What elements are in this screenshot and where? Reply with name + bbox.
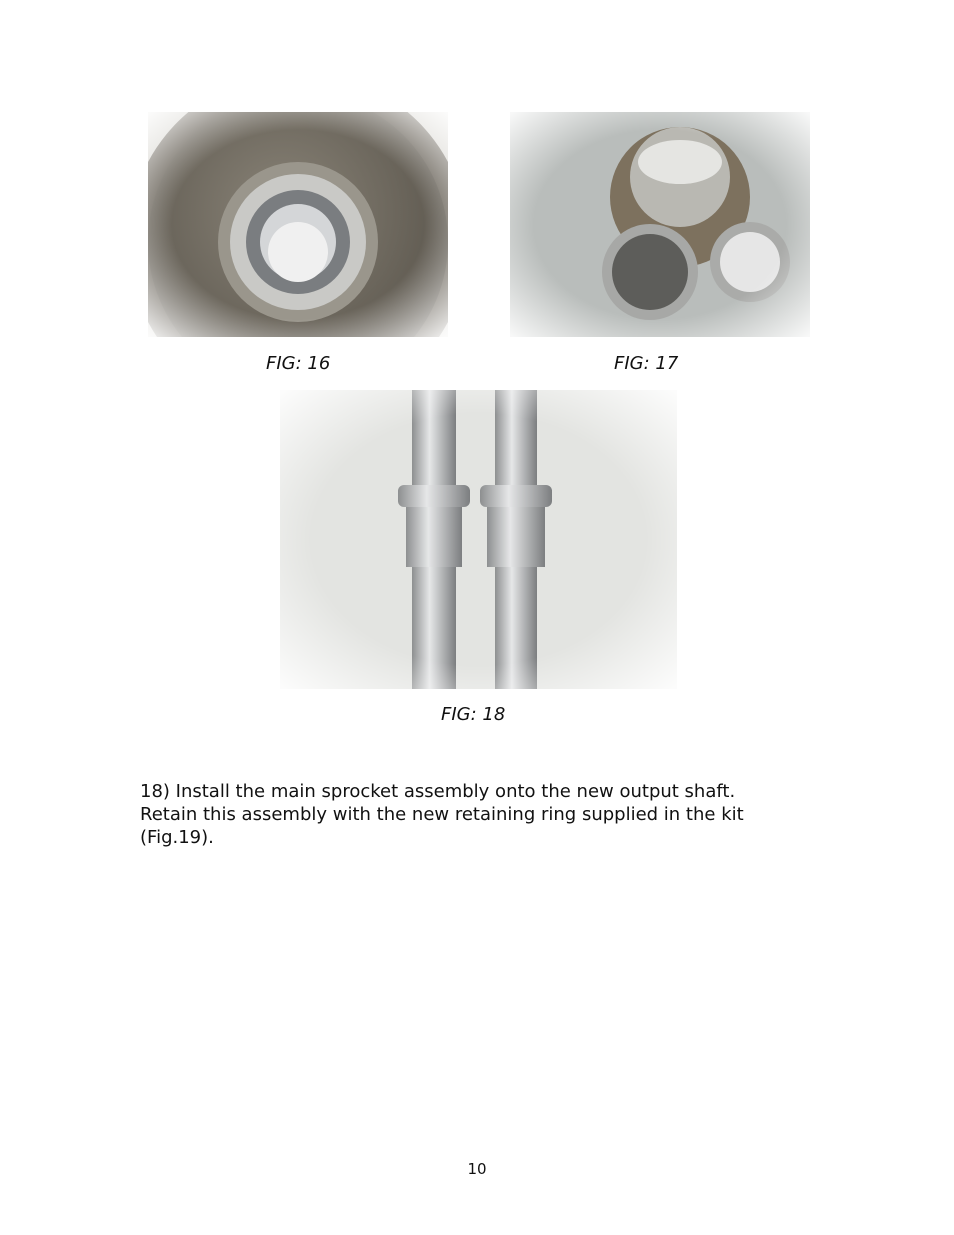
fig-17-caption: FIG: 17	[614, 353, 679, 374]
instruction-line: (Fig.19).	[140, 827, 214, 848]
fig-18-caption: FIG: 18	[441, 704, 506, 725]
instruction-line: 18) Install the main sprocket assembly onto the new output shaft.	[140, 781, 736, 802]
fig-16-photo	[148, 112, 448, 337]
instruction-line: Retain this assembly with the new retaining ring supplied in the kit	[140, 804, 744, 825]
instruction-paragraph	[140, 780, 820, 849]
fig-18-photo	[280, 390, 677, 689]
fig-16-caption: FIG: 16	[266, 353, 331, 374]
fig-17-photo	[510, 112, 810, 337]
page-number: 10	[467, 1160, 487, 1178]
